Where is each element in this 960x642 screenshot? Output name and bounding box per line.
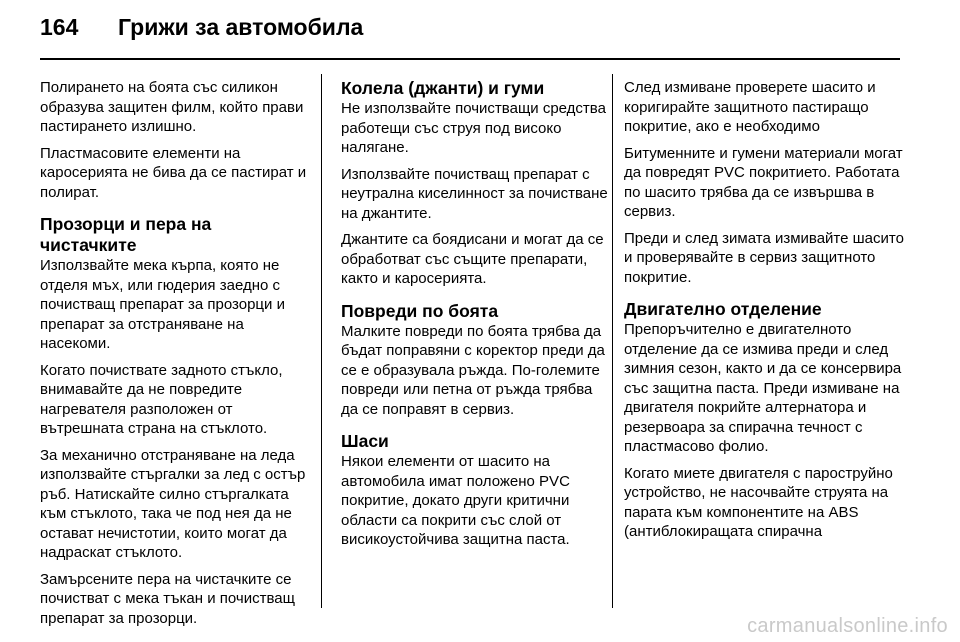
paragraph: Замърсените пера на чистачките се почистват с мека тъкан и почистващ препарат за прозорци. <box>40 570 295 627</box>
paragraph: Полирането на боята със силикон образува защитен филм, който прави пастирането излишно. <box>40 79 304 135</box>
paragraph: Използвайте почистващ препарат с неутрална киселинност за почистване на джантите. <box>341 165 608 222</box>
paragraph: Препоръчително е двигателното отделение да се измива преди и след зимния сезон, както и да се консервира със защитна паста. Преди измиване на двигателя покрийте алтернатора и резервоара за спирачна течност с пластмасово фолио. <box>624 321 902 455</box>
watermark: carmanualsonline.info <box>747 615 948 637</box>
section-heading: Прозорци и пера на чистачките <box>40 214 212 255</box>
column-divider <box>321 74 322 608</box>
section-heading: Колела (джанти) и гуми <box>341 78 545 98</box>
paragraph: Когато почиствате задното стъкло, внимавайте да не повредите нагревателя разположен от вътрешната страна на стъклото. <box>40 361 283 437</box>
paragraph: Джантите са боядисани и могат да се обработват със същите препарати, както и каросерията. <box>341 231 604 287</box>
paragraph: Преди и след зимата измивайте шасито и проверявайте в сервиз защитното покритие. <box>624 229 904 286</box>
paragraph: Битуменните и гумени материали могат да повредят PVC покритието. Работата по шасито трябва да се извършва в сервиз. <box>624 144 903 220</box>
paragraph: След измиване проверете шасито и коригирайте защитното пастиращо покритие, ако е необходимо <box>624 79 876 135</box>
section-heading: Повреди по боята <box>341 300 499 321</box>
header-rule <box>40 58 900 60</box>
page-number: 164 <box>40 14 79 40</box>
paragraph: Малките повреди по боята трябва да бъдат поправяни с коректор преди да се е образувала ръжда. По-големите повреди или петна от ръжда трябва да се поправят в сервиз. <box>341 322 605 418</box>
paragraph: Когато миете двигателя с пароструйно устройство, не насочвайте струята на парата към компонентите на ABS (антиблокиращата спирачна <box>624 464 893 540</box>
section-heading: Двигателно отделение <box>624 299 822 319</box>
paragraph: За механично отстраняване на леда използвайте стъргалки за лед с остър ръб. Натискайте силно стъргалката към стъклото, така че под нея да не остават нечистотии, които могат да надраскат стъклото. <box>40 446 306 561</box>
text-column-2 <box>341 78 613 557</box>
page-title: Грижи за автомобила <box>118 14 364 40</box>
text-column-1 <box>40 78 312 635</box>
paragraph: Използвайте мека кърпа, която не отделя мъх, или гюдерия заедно с почистващ препарат за прозорци и препарат за отстраняване на насекоми. <box>40 257 285 352</box>
section-heading: Шаси <box>341 431 389 451</box>
paragraph: Пластмасовите елементи на каросерията не бива да се пастират и полират. <box>40 144 307 201</box>
paragraph: Някои елементи от шасито на автомобила имат положено PVC покритие, докато други критични области са покрити със слой от висикоустойчива защитна паста. <box>341 453 570 548</box>
paragraph: Не използвайте почистващи средства работещи със струя под високо налягане. <box>341 100 606 156</box>
text-column-3 <box>624 78 904 549</box>
